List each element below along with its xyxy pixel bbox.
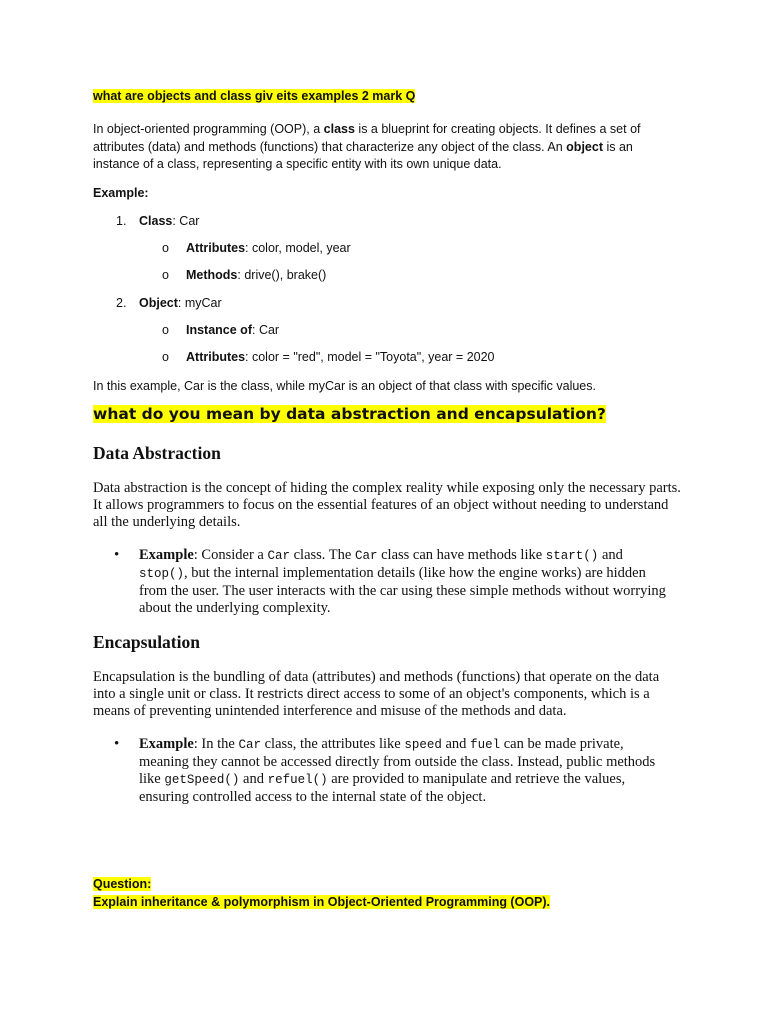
text-run: are provided to manipulate and retrieve the values, ensuring controlled access to the internal state of the object. [139,771,626,805]
list-item-value: : Car [172,214,200,228]
intro-text-2: is a blueprint for creating objects. It defines a set of attributes (data) and methods (functions) that characterize any object of the class. An [93,122,641,154]
intro-text-1: In object-oriented programming (OOP), a [93,122,324,136]
text-run: can be made private, meaning they cannot be accessed directly from outside the class. Instead, public methods like [139,736,656,787]
sub-bullet-marker: o [162,323,169,337]
sub-item-label: Attributes [186,350,246,364]
encapsulation-paragraph: Encapsulation is the bundling of data (attributes) and methods (functions) that operate on the data into a single unit or class. It restricts direct access to some of an object's components, which is a means of preventing unintended interference and misuse of the methods and data. [93,669,660,719]
sub-item-value: : color, model, year [245,241,351,255]
list-item-label: Object [139,296,178,310]
sub-item-text [186,240,351,258]
list-item-value: : myCar [177,296,222,310]
intro-bold-class: class [323,122,355,136]
question-3-text: Explain inheritance & polymorphism in Object-Oriented Programming (OOP). [93,895,551,909]
list-item-text [139,295,222,313]
text-run: and [441,736,471,752]
encapsulation-heading: Encapsulation [93,632,200,652]
list-number: 2. [116,296,127,310]
sub-item-text [186,349,495,367]
bullet-marker: • [114,547,120,563]
abstraction-heading: Data Abstraction [93,443,221,463]
encapsulation-example-text [139,736,669,806]
sub-bullet-marker: o [162,241,169,255]
code-run: fuel [470,738,501,752]
question-1-heading [93,88,415,105]
text-run: : Consider a [193,547,268,563]
question-3-block [93,875,550,911]
sub-item-text [186,267,326,285]
code-run: refuel() [267,773,328,787]
abstraction-example-text [139,547,669,617]
code-run: speed [404,738,442,752]
intro-paragraph [93,121,673,174]
text-run: class can have methods like [377,547,546,563]
code-run: stop() [139,567,185,581]
intro-bold-object: object [566,139,603,154]
sub-bullet-marker: o [162,350,169,364]
question-2-heading [93,404,606,424]
sub-item-label: Methods [186,268,238,282]
list-item-text [139,213,199,231]
example-label: Example [139,736,194,752]
sub-item-value: : color = "red", model = "Toyota", year = 2020 [245,350,495,364]
abstraction-paragraph: Data abstraction is the concept of hiding the complex reality while exposing only the necessary parts. It allows programmers to focus on the essential features of an object without needing to understand all the underlying details. [93,480,681,530]
bullet-marker: • [114,736,120,752]
code-run: start() [545,549,599,563]
example-label: Example [139,547,194,563]
intro-text-3: is an instance of a class, representing a specific entity with its own unique data. [93,139,633,171]
text-run: class, the attributes like [261,736,405,752]
sub-item-label: Attributes [186,241,246,255]
example-label: Example: [93,186,149,200]
sub-bullet-marker: o [162,268,169,282]
text-run: and [598,547,623,563]
sub-item-label: Instance of [186,323,252,337]
list-item-label: Class [139,214,173,228]
closing-paragraph: In this example, Car is the class, while myCar is an object of that class with specific values. [93,379,596,393]
code-run: Car [354,549,378,563]
text-run: : In the [193,736,239,752]
question-1-text: what are objects and class giv eits examples 2 mark Q [93,89,416,103]
question-3-label: Question: [93,877,152,891]
code-run: getSpeed() [164,773,240,787]
question-2-text: what do you mean by data abstraction and encapsulation? [93,405,606,423]
code-run: Car [267,549,290,563]
text-run: , but the internal implementation details (like how the engine works) are hidden from the user. The user interacts with the car using these simple methods without worrying about the underlying complexity. [139,565,666,616]
sub-item-value: : drive(), brake() [237,268,327,282]
list-number: 1. [116,214,127,228]
text-run: class. The [290,547,355,563]
code-run: Car [238,738,261,752]
sub-item-text [186,322,279,340]
sub-item-value: : Car [252,323,280,337]
text-run: and [239,771,268,787]
